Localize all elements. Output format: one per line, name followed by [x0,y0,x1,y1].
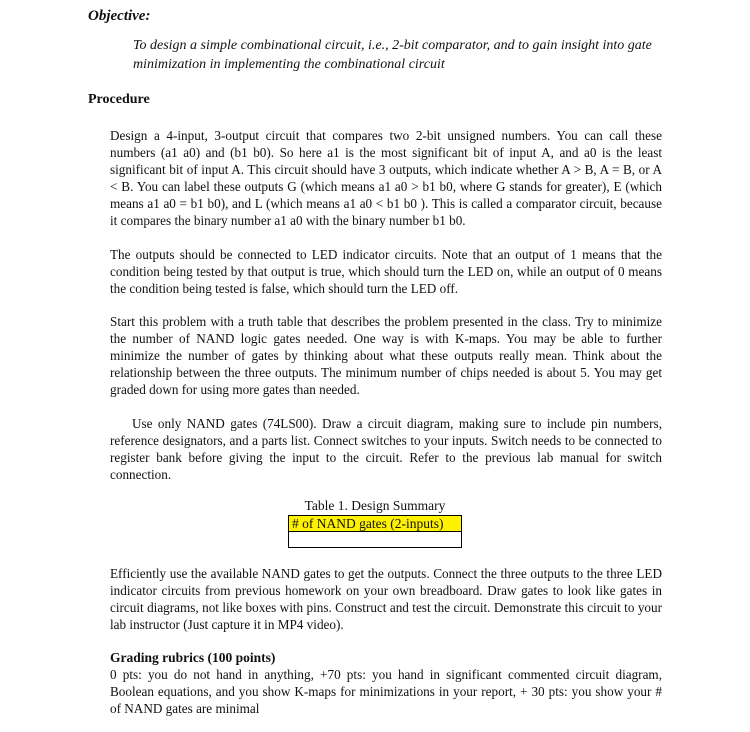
procedure-paragraph-nand-only: Use only NAND gates (74LS00). Draw a circuit diagram, making sure to include pin numbers, reference designators, and a parts list. Connect switches to your inputs. Switch needs to be connected to register bank before giving the input to the circuit. Refer to the previous lab manual for switch connection. [110,416,662,482]
table-header-cell: # of NAND gates (2-inputs) [289,516,462,532]
procedure-paragraph-outputs: The outputs should be connected to LED indicator circuits. Note that an output of 1 means that the condition being tested by that output is true, which should turn the LED on, while an output of 0 means the condition being tested is false, which should turn the LED off. [110,247,662,296]
procedure-paragraph-truth-table: Start this problem with a truth table that describes the problem presented in the class. Try to minimize the number of NAND logic gates needed. One way is with K-maps. You may be able to further minimize the number of gates by thinking about what these outputs really mean. Think about the relationship between the three outputs. The minimum number of chips needed is about 5. You may get graded down for using more gates than needed. [110,314,662,397]
design-summary-table [288,515,462,548]
procedure-heading: Procedure [88,92,150,107]
objective-heading: Objective: [88,8,151,24]
table-row [289,516,462,532]
procedure-paragraph-design: Design a 4-input, 3-output circuit that compares two 2-bit unsigned numbers. You can call these numbers (a1 a0) and (b1 b0). So here a1 is the most significant bit of input A, and a0 is the least significant bit of input A. This circuit should have 3 outputs, which indicate whether A > B, A = B, or A < B. You can label these outputs G (which means a1 a0 > b1 b0, where G stands for greater), E (which means a1 a0 = b1 b0), and L (which means a1 a0 < b1 b0 ). This is called a comparator circuit, because it compares the binary number a1 a0 with the binary number b1 b0. [110,128,662,228]
grading-heading: Grading rubrics (100 points) [110,650,276,665]
table-row [289,532,462,548]
table-caption: Table 1. Design Summary [304,498,446,513]
design-summary-table-block [288,498,462,548]
objective-text: To design a simple combinational circuit, i.e., 2-bit comparator, and to gain insight into gate minimization in implementing the combinational circuit [133,38,652,72]
table-value-cell [289,532,462,548]
grading-text: 0 pts: you do not hand in anything, +70 pts: you hand in significant commented circuit diagram, Boolean equations, and you show K-maps for minimizations in your report, + 30 pts: you show your # of NAND gates are minimal [110,667,662,716]
procedure-paragraph-efficiency: Efficiently use the available NAND gates to get the outputs. Connect the three outputs to the three LED indicator circuits from previous homework on your own breadboard. Draw gates to look like gates in circuit diagrams, not like boxes with pins. Construct and test the circuit. Demonstrate this circuit to your lab instructor (Just capture it in MP4 video). [110,566,662,632]
